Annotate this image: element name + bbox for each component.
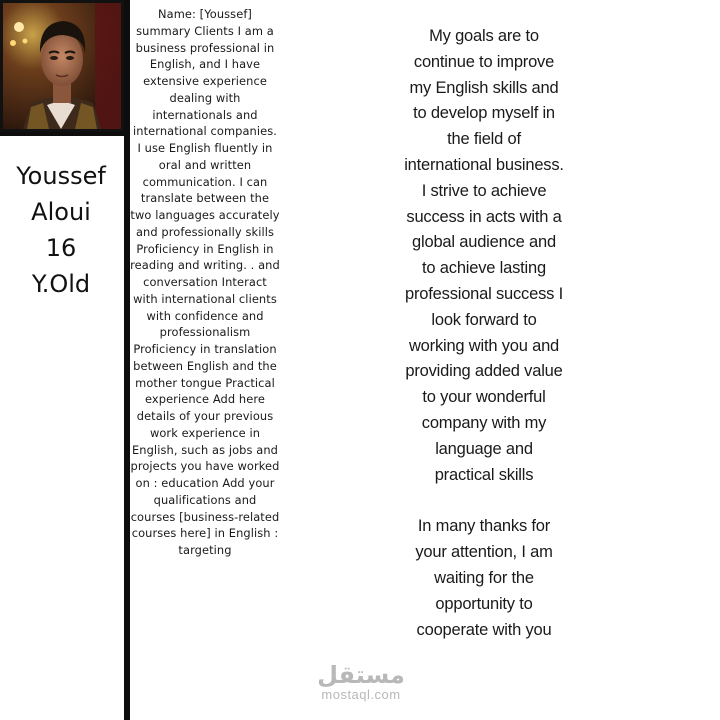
first-name: Youssef <box>16 162 106 190</box>
closing-paragraph: In many thanks for your attention, I am waiting for the opportunity to cooperate with you <box>415 517 553 639</box>
last-name: Aloui <box>31 198 91 226</box>
goals-paragraph: My goals are to continue to improve my English skills and to develop myself in the field of international business. I strive to achieve success in acts with a global audience and to achieve lasting professional success I look forward to working with you and providing added value to your wonderful company with my language and practical skills <box>404 27 564 484</box>
watermark-arabic-text: مستقل <box>317 661 405 689</box>
age-unit: Y.Old <box>31 270 91 298</box>
summary-text: Name: [Youssef] summary Clients I am a business professional in English, and I have extensive experience dealing with internationals and international companies. I use English fluently in oral and written communication. I can translate between the two languages accurately and professionally skills Proficiency in English in reading and writing. . and conversation Interact with international clients with confidence and professionalism Proficiency in translation between English and the mother tongue Practical experience Add here details of your previous work experience in English, such as jobs and projects you have worked on : education Add your qualifications and courses [business-related courses here] in English : targeting <box>130 7 280 557</box>
photo-bottom-border <box>0 132 124 136</box>
goals-column <box>404 24 564 643</box>
watermark-latin-text: mostaql.com <box>321 687 401 702</box>
profile-photo <box>0 0 124 132</box>
summary-column <box>130 6 280 559</box>
age-number: 16 <box>45 234 77 262</box>
portrait-image <box>3 3 121 129</box>
name-block <box>0 158 122 302</box>
paragraph-spacer <box>404 488 564 514</box>
watermark-logo <box>316 662 406 702</box>
